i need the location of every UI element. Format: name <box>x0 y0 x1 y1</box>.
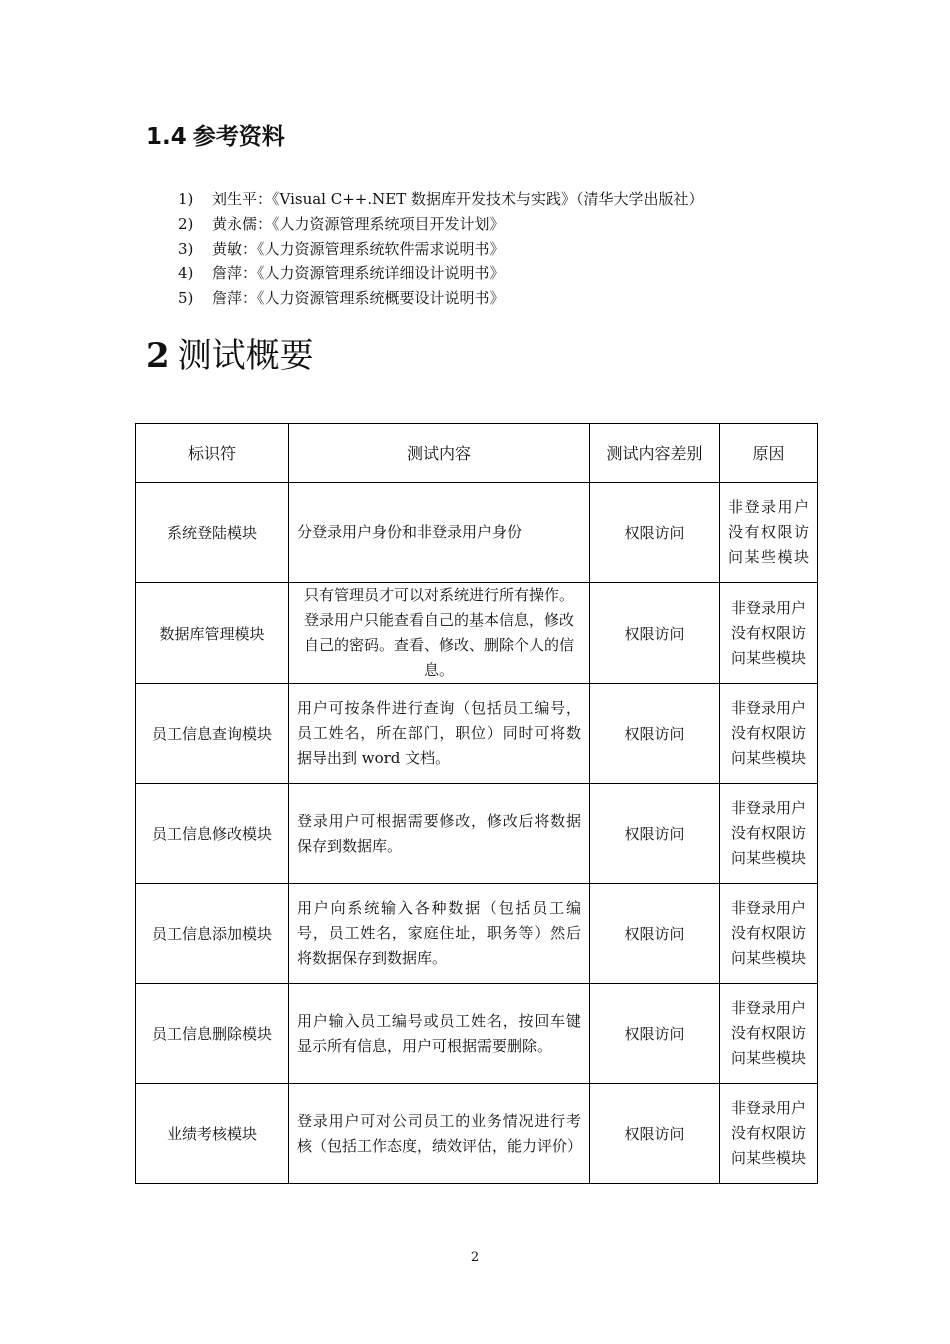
reference-index: 4) <box>178 264 194 283</box>
reference-index: 2) <box>178 214 194 233</box>
cell-reason: 非登录用户没有权限访问某些模块 <box>720 884 818 984</box>
table-row <box>136 784 818 884</box>
cell-reason: 非登录用户没有权限访问某些模块 <box>720 1084 818 1184</box>
cell-identifier: 业绩考核模块 <box>136 1084 289 1184</box>
cell-content: 用户向系统输入各种数据（包括员工编号，员工姓名，家庭住址，职务等）然后将数据保存到数据库。 <box>289 884 590 984</box>
cell-content: 登录用户可根据需要修改，修改后将数据保存到数据库。 <box>289 784 590 884</box>
page-number: 2 <box>470 1250 480 1265</box>
reference-item <box>178 212 703 237</box>
reference-index: 5) <box>178 289 194 308</box>
cell-content: 登录用户可对公司员工的业务情况进行考核（包括工作态度，绩效评估，能力评价） <box>289 1084 590 1184</box>
cell-reason: 非登录用户没有权限访问某些模块 <box>720 483 818 583</box>
reference-index: 3) <box>178 239 194 258</box>
reference-text: 黄敏：《人力资源管理系统软件需求说明书》 <box>212 239 505 258</box>
table-row <box>136 884 818 984</box>
header-identifier: 标识符 <box>136 424 289 483</box>
header-test-content: 测试内容 <box>289 424 590 483</box>
reference-item <box>178 187 703 212</box>
section-number: 2 <box>146 336 170 376</box>
table-row <box>136 583 818 684</box>
table-row <box>136 984 818 1084</box>
reference-text: 詹萍：《人力资源管理系统概要设计说明书》 <box>212 289 505 308</box>
cell-identifier: 员工信息删除模块 <box>136 984 289 1084</box>
cell-difference: 权限访问 <box>590 984 720 1084</box>
cell-content: 用户输入员工编号或员工姓名，按回车键显示所有信息，用户可根据需要删除。 <box>289 984 590 1084</box>
cell-difference: 权限访问 <box>590 784 720 884</box>
section-heading-1-4 <box>146 118 285 151</box>
reference-index: 1) <box>178 190 194 208</box>
reference-text: 刘生平：《Visual C++.NET 数据库开发技术与实践》（清华大学出版社） <box>212 190 704 208</box>
cell-content: 用户可按条件进行查询（包括员工编号，员工姓名，所在部门，职位）同时可将数据导出到 word 文档。 <box>289 684 590 784</box>
header-reason: 原因 <box>720 424 818 483</box>
cell-difference: 权限访问 <box>590 1084 720 1184</box>
reference-item <box>178 286 703 311</box>
cell-difference: 权限访问 <box>590 483 720 583</box>
cell-identifier: 员工信息添加模块 <box>136 884 289 984</box>
reference-list <box>178 187 703 311</box>
header-content-difference: 测试内容差别 <box>590 424 720 483</box>
cell-difference: 权限访问 <box>590 884 720 984</box>
cell-difference: 权限访问 <box>590 684 720 784</box>
section-number: 1.4 <box>146 124 187 150</box>
section-title: 参考资料 <box>192 124 285 150</box>
table-row <box>136 483 818 583</box>
cell-content: 只有管理员才可以对系统进行所有操作。登录用户只能查看自己的基本信息，修改自己的密码。查看、修改、删除个人的信息。 <box>289 583 590 684</box>
cell-difference: 权限访问 <box>590 583 720 684</box>
cell-reason: 非登录用户没有权限访问某些模块 <box>720 684 818 784</box>
cell-reason: 非登录用户没有权限访问某些模块 <box>720 984 818 1084</box>
cell-identifier: 数据库管理模块 <box>136 583 289 684</box>
section-title: 测试概要 <box>177 336 314 376</box>
table-row <box>136 684 818 784</box>
table-row <box>136 1084 818 1184</box>
cell-content: 分登录用户身份和非登录用户身份 <box>289 483 590 583</box>
reference-item <box>178 237 703 262</box>
cell-identifier: 员工信息修改模块 <box>136 784 289 884</box>
test-summary-table <box>135 423 818 1184</box>
table-header-row <box>136 424 818 483</box>
section-heading-2 <box>146 328 314 377</box>
reference-item <box>178 261 703 286</box>
cell-reason: 非登录用户没有权限访问某些模块 <box>720 784 818 884</box>
cell-identifier: 员工信息查询模块 <box>136 684 289 784</box>
cell-reason: 非登录用户没有权限访问某些模块 <box>720 583 818 684</box>
cell-identifier: 系统登陆模块 <box>136 483 289 583</box>
reference-text: 詹萍：《人力资源管理系统详细设计说明书》 <box>212 264 505 283</box>
reference-text: 黄永儒：《人力资源管理系统项目开发计划》 <box>212 214 505 233</box>
